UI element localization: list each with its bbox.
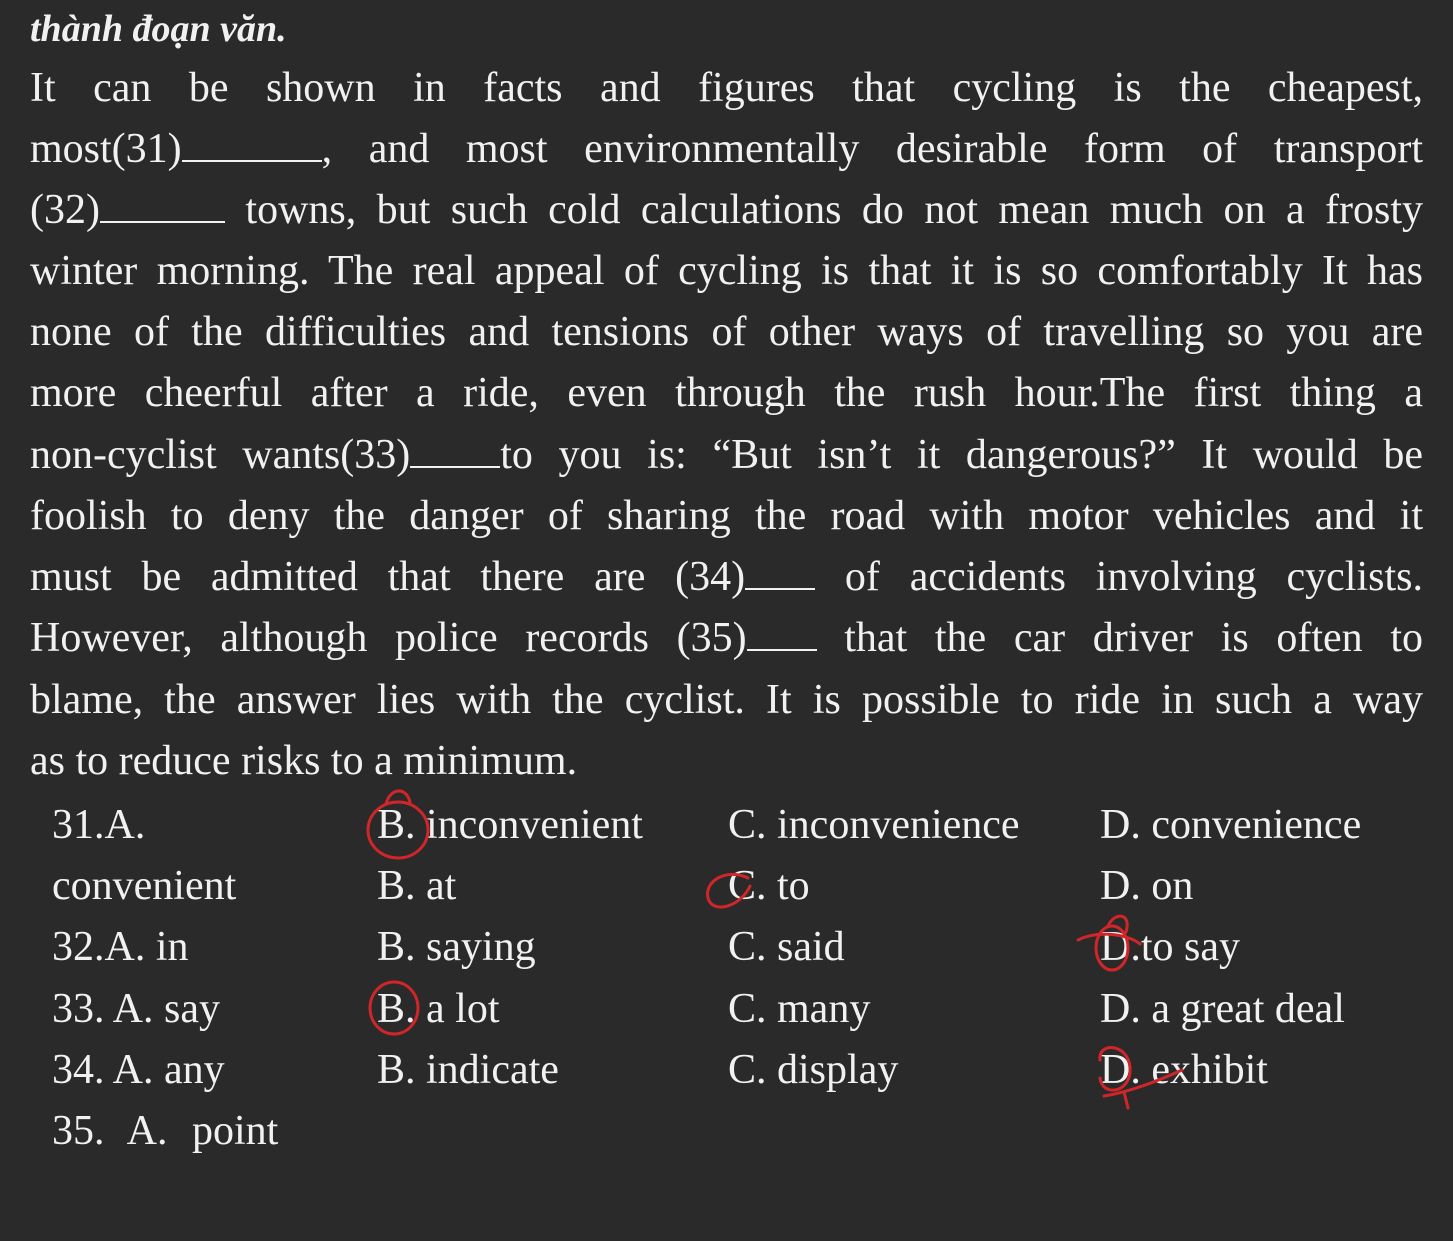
option-35-c[interactable]: C. display [728, 1047, 899, 1093]
option-32-a[interactable]: 32.A. in [52, 924, 189, 970]
section-heading: thành đoạn văn. [30, 8, 287, 50]
option-33-d[interactable]: D.to say [1100, 924, 1240, 970]
option-34-d[interactable]: D. a great deal [1100, 986, 1345, 1032]
option-34-a[interactable]: 34. A. any [52, 1047, 225, 1093]
option-31-b[interactable]: B. inconvenient [377, 802, 643, 848]
passage-line-3 [30, 185, 1423, 235]
option-35-a[interactable]: 35. A. point [52, 1108, 279, 1154]
option-32-c[interactable]: C. to [728, 863, 810, 909]
blank-31 [182, 130, 322, 162]
passage-line-12: as to reduce risks to a minimum. [30, 738, 578, 784]
option-33-a[interactable]: 33. A. say [52, 986, 220, 1032]
passage-line-8: foolish to deny the danger of sharing the road with motor vehicles and it [30, 493, 1423, 539]
passage-line-4: winter morning. The real appeal of cycling is that it is so comfortably It has [30, 248, 1423, 294]
passage-line-5: none of the difficulties and tensions of other ways of travelling so you are [30, 309, 1423, 355]
blank-35 [747, 619, 817, 651]
blank-33 [410, 436, 500, 468]
passage-line-6: more cheerful after a ride, even through the rush hour.The first thing a [30, 370, 1423, 416]
option-31-c[interactable]: C. inconvenience [728, 802, 1020, 848]
passage-line-11: blame, the answer lies with the cyclist. It is possible to ride in such a way [30, 677, 1423, 723]
option-33-b[interactable]: B. saying [377, 924, 536, 970]
passage-text: towns, but such cold calculations do not mean much on a frosty [224, 187, 1423, 233]
passage-text: (32) [30, 187, 100, 233]
passage-text: must be admitted that there are (34) [30, 554, 746, 600]
blank-34 [745, 558, 815, 590]
passage-text: non-cyclist wants(33) [30, 432, 411, 478]
passage-text: most(31) [30, 126, 182, 172]
passage-text: However, although police records (35) [30, 615, 747, 661]
option-35-b[interactable]: B. indicate [377, 1047, 559, 1093]
passage-text: to you is: “But isn’t it dangerous?” It would be [500, 432, 1423, 478]
option-33-c[interactable]: C. said [728, 924, 845, 970]
option-34-c[interactable]: C. many [728, 986, 871, 1032]
blank-32 [100, 191, 225, 223]
passage-text: , and most environmentally desirable form of transport [321, 126, 1423, 172]
option-31-a[interactable]: 31.A. [52, 802, 146, 848]
option-31-d[interactable]: D. convenience [1100, 802, 1362, 848]
passage-line-9 [30, 552, 1423, 602]
passage-line-1: It can be shown in facts and figures that cycling is the cheapest, [30, 65, 1423, 111]
passage-text: of accidents involving cyclists. [815, 554, 1423, 600]
option-35-d[interactable]: D. exhibit [1100, 1047, 1268, 1093]
passage-text: that the car driver is often to [816, 615, 1423, 661]
passage-line-2 [30, 124, 1423, 174]
option-31-a-continued[interactable]: convenient [52, 863, 237, 909]
passage-line-10 [30, 613, 1423, 663]
option-34-b[interactable]: B. a lot [377, 986, 500, 1032]
option-32-d[interactable]: D. on [1100, 863, 1194, 909]
option-32-b[interactable]: B. at [377, 863, 457, 909]
passage-line-7 [30, 430, 1423, 480]
